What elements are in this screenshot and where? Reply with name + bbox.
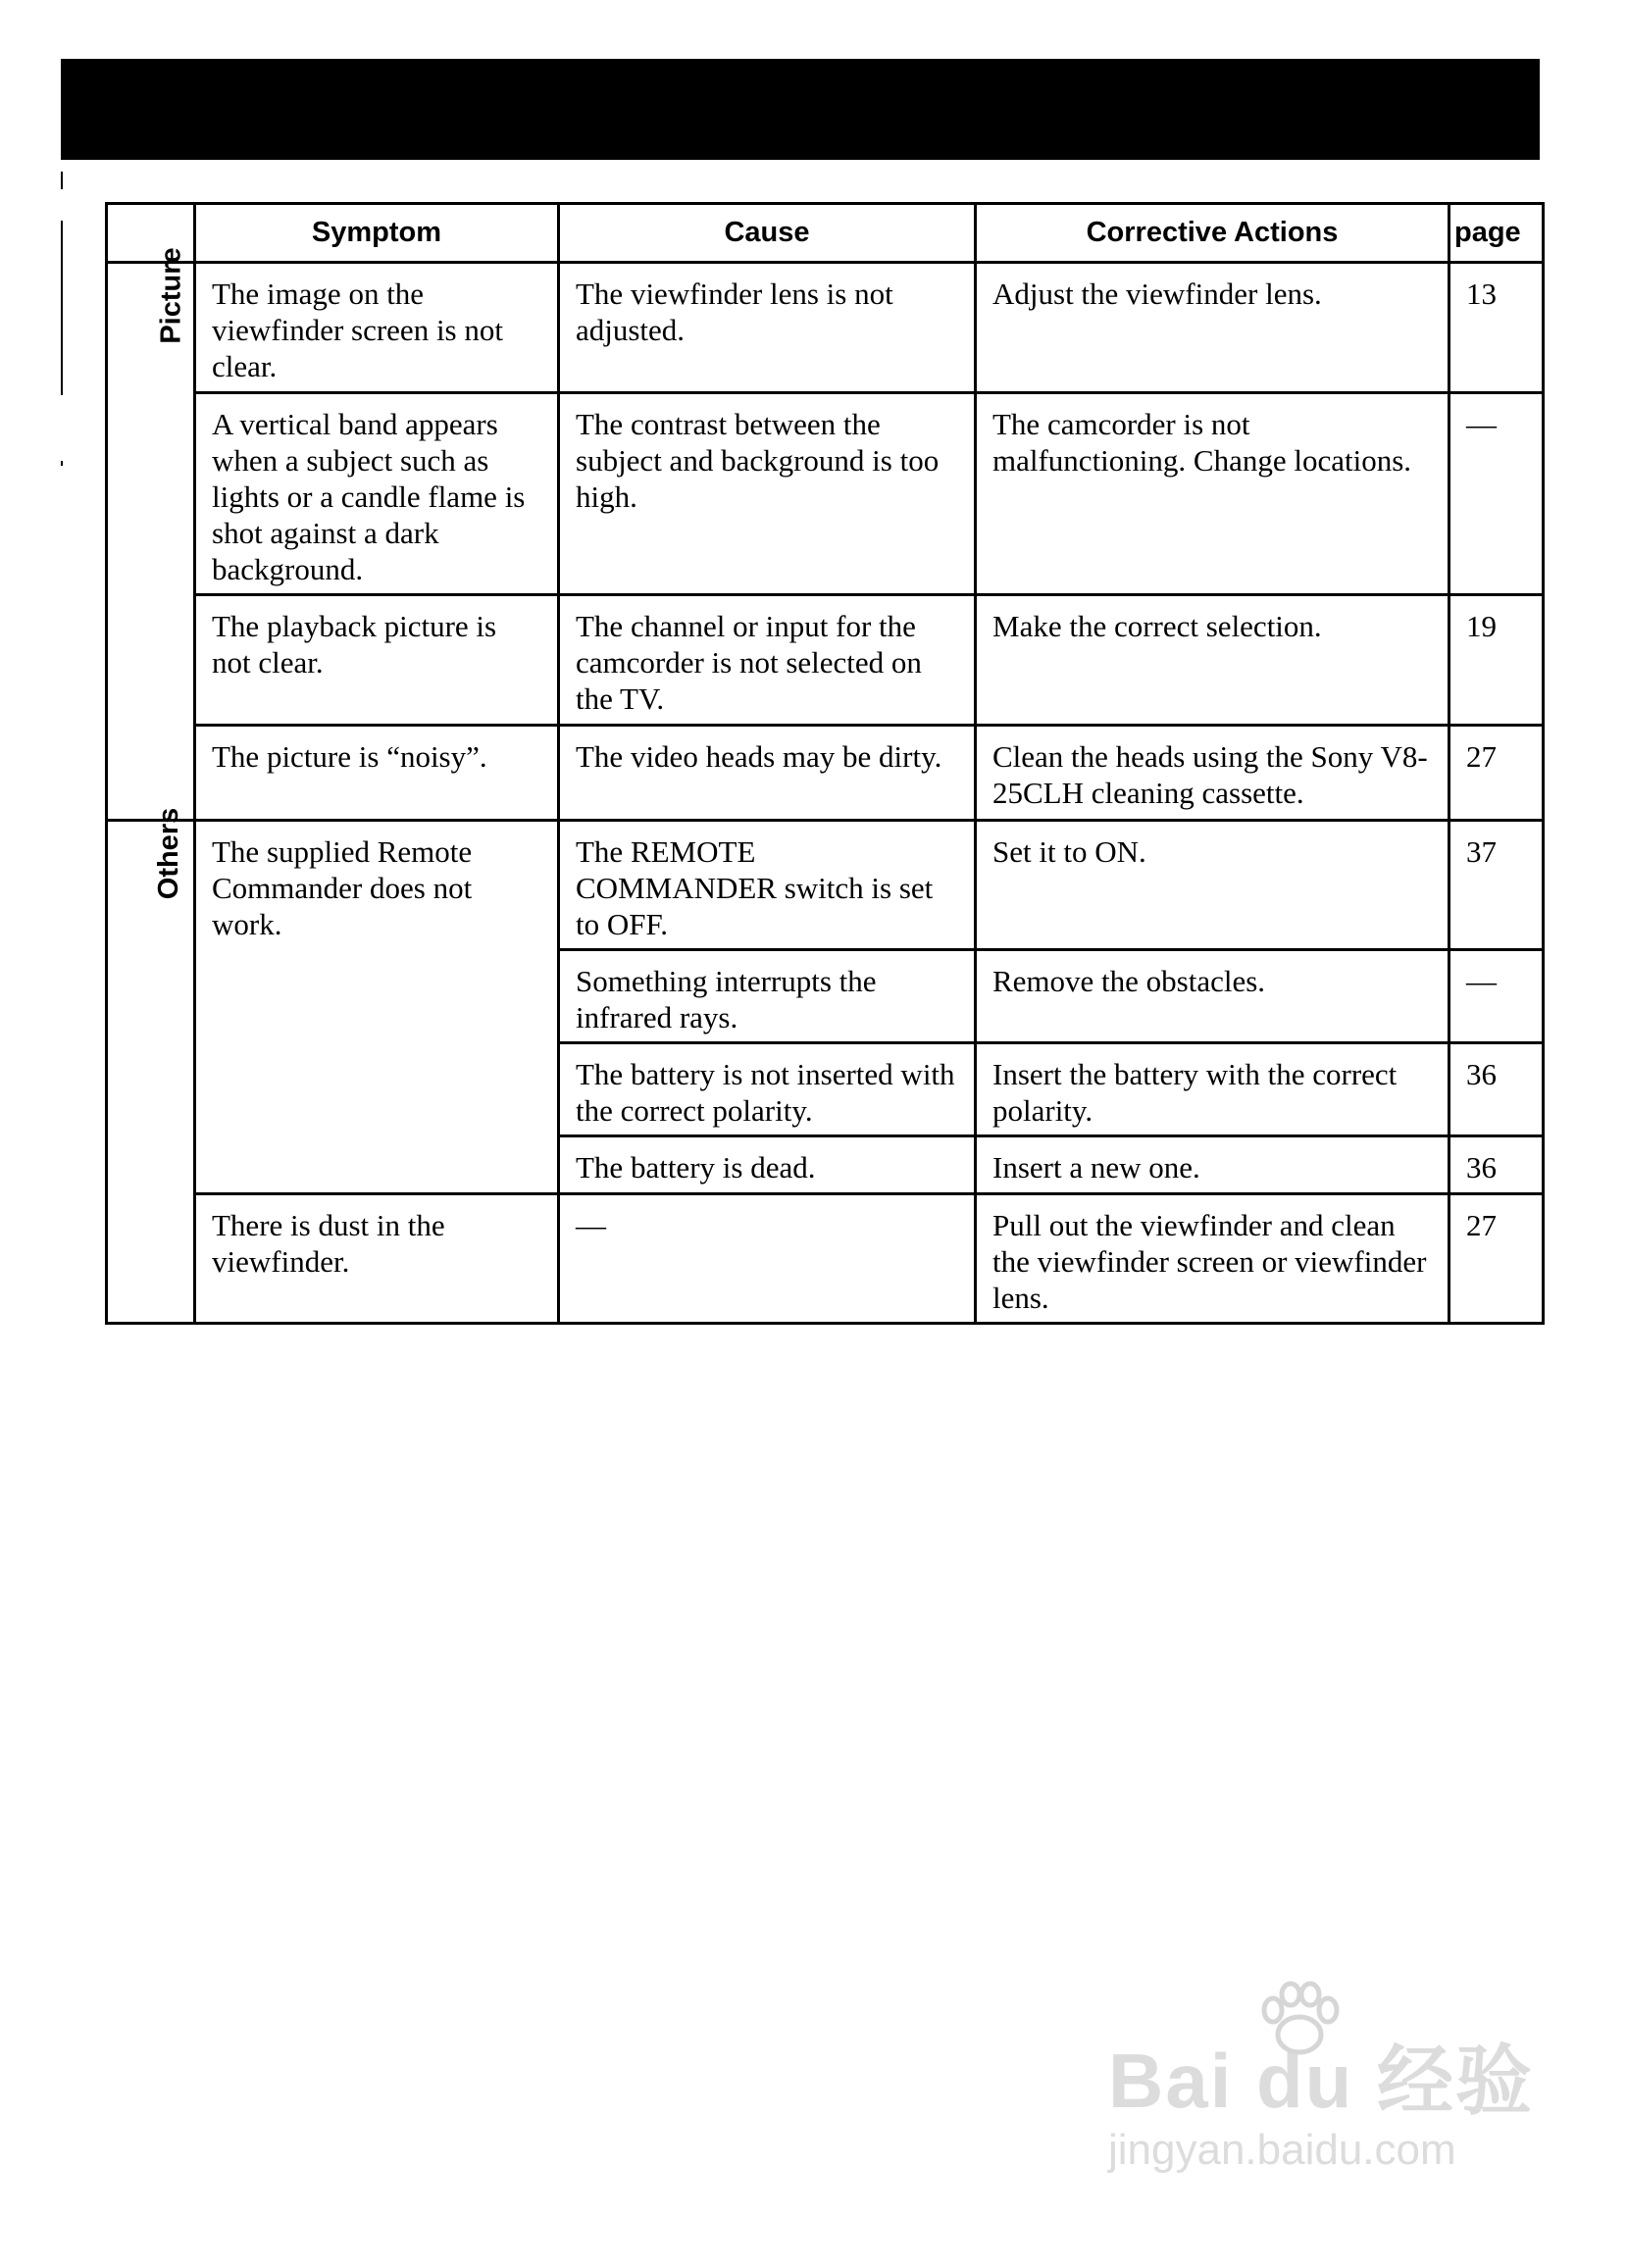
watermark-url: jingyan.baidu.com	[1107, 2126, 1456, 2174]
symptom-cell: A vertical band appears when a subject such as lights or a candle flame is shot against a dark background.	[195, 393, 559, 595]
action-cell: Insert the battery with the correct polarity.	[976, 1043, 1449, 1136]
action-cell: The camcorder is not malfunctioning. Change locations.	[976, 393, 1449, 595]
category-label: Picture	[155, 247, 187, 344]
watermark-brand: Bai du 经验	[1107, 2038, 1534, 2124]
margin-rule	[61, 172, 63, 189]
header-cause: Cause	[559, 204, 976, 263]
cause-cell: The battery is dead.	[559, 1136, 976, 1194]
table-header-row	[107, 204, 1544, 263]
header-page: page	[1449, 204, 1544, 263]
cause-cell: The REMOTE COMMANDER switch is set to OFF.	[559, 821, 976, 950]
page-cell: 36	[1449, 1136, 1544, 1194]
cause-cell: The channel or input for the camcorder is not selected on the TV.	[559, 595, 976, 726]
table-row	[107, 1194, 1544, 1324]
action-cell: Remove the obstacles.	[976, 950, 1449, 1043]
page-cell: 36	[1449, 1043, 1544, 1136]
symptom-cell: The playback picture is not clear.	[195, 595, 559, 726]
cause-cell: —	[559, 1194, 976, 1324]
symptom-cell: The picture is “noisy”.	[195, 726, 559, 821]
cause-cell: The battery is not inserted with the correct polarity.	[559, 1043, 976, 1136]
table-row	[107, 263, 1544, 393]
symptom-cell: The supplied Remote Commander does not work.	[195, 821, 559, 1194]
watermark	[1108, 2040, 1534, 2175]
page-cell: 27	[1449, 1194, 1544, 1324]
cause-cell: The video heads may be dirty.	[559, 726, 976, 821]
header-corrective-actions: Corrective Actions	[976, 204, 1449, 263]
action-cell: Set it to ON.	[976, 821, 1449, 950]
table-row	[107, 821, 1544, 950]
table-row	[107, 393, 1544, 595]
category-label: Others	[153, 807, 185, 900]
action-cell: Make the correct selection.	[976, 595, 1449, 726]
symptom-cell: The image on the viewfinder screen is not clear.	[195, 263, 559, 393]
header-bar	[61, 59, 1540, 160]
action-cell: Insert a new one.	[976, 1136, 1449, 1194]
cause-cell: The viewfinder lens is not adjusted.	[559, 263, 976, 393]
action-cell: Adjust the viewfinder lens.	[976, 263, 1449, 393]
paw-icon	[1255, 1981, 1344, 2059]
cause-cell: The contrast between the subject and background is too high.	[559, 393, 976, 595]
table-row	[107, 726, 1544, 821]
page-cell: 27	[1449, 726, 1544, 821]
margin-rule	[61, 221, 63, 395]
troubleshooting-table	[105, 202, 1545, 1325]
page-cell: 19	[1449, 595, 1544, 726]
cause-cell: Something interrupts the infrared rays.	[559, 950, 976, 1043]
table-row	[107, 595, 1544, 726]
page-cell: 37	[1449, 821, 1544, 950]
category-picture	[107, 247, 195, 821]
margin-rule	[61, 461, 63, 466]
symptom-cell: There is dust in the viewfinder.	[195, 1194, 559, 1324]
page-cell: 13	[1449, 263, 1544, 393]
page-cell: —	[1449, 950, 1544, 1043]
category-others	[107, 807, 195, 1324]
page-cell: —	[1449, 393, 1544, 595]
header-symptom: Symptom	[195, 204, 559, 263]
action-cell: Pull out the viewfinder and clean the viewfinder screen or viewfinder lens.	[976, 1194, 1449, 1324]
action-cell: Clean the heads using the Sony V8-25CLH cleaning cassette.	[976, 726, 1449, 821]
